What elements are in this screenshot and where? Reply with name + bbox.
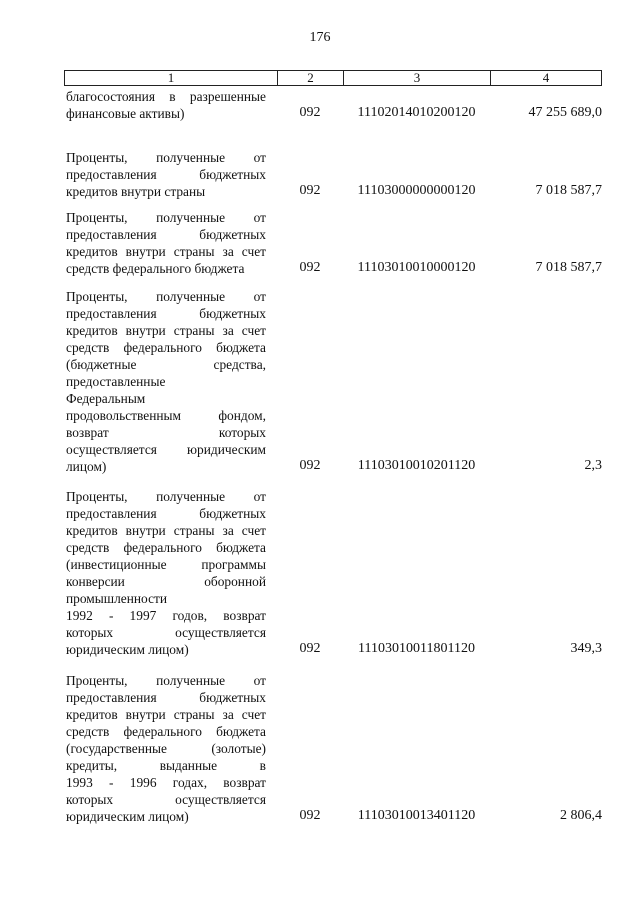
row-col-4: 349,3 — [570, 641, 602, 656]
description-line: кредиты, выданные в — [66, 758, 266, 773]
row-col-2: 092 — [299, 260, 321, 275]
header-col-4: 4 — [542, 70, 550, 85]
description-line: которых осуществляется — [66, 625, 266, 640]
header-col-3: 3 — [344, 71, 491, 85]
description-line: Проценты, полученные от — [66, 210, 266, 225]
row-description — [66, 209, 266, 277]
row-col-2: 092 — [299, 183, 321, 198]
row-col-4: 2,3 — [584, 458, 602, 473]
description-line: лицом) — [66, 459, 107, 474]
description-line: средств федерального бюджета — [66, 261, 245, 276]
row-col-2: 092 — [299, 641, 321, 656]
description-line: осуществляется юридическим — [66, 442, 266, 457]
description-line: предоставленные — [66, 374, 166, 389]
row-col-3: 11102014010200120 — [357, 105, 476, 120]
description-line: средств федерального бюджета — [66, 724, 266, 739]
row-col-2: 092 — [299, 458, 321, 473]
description-line: кредитов внутри страны — [66, 184, 206, 199]
row-description — [66, 149, 266, 200]
description-line: юридическим лицом) — [66, 642, 189, 657]
row-description — [66, 288, 266, 475]
description-line: Проценты, полученные от — [66, 489, 266, 504]
table-header — [64, 70, 602, 86]
description-line: Проценты, полученные от — [66, 150, 266, 165]
description-line: Проценты, полученные от — [66, 673, 266, 688]
page-number: 176 — [309, 30, 331, 45]
description-line: предоставления бюджетных — [66, 306, 266, 321]
description-line: предоставления бюджетных — [66, 506, 266, 521]
header-col-1: 1 — [65, 71, 278, 85]
row-description — [66, 672, 266, 825]
row-col-4: 47 255 689,0 — [528, 105, 602, 120]
row-col-3: 11103010011801120 — [358, 641, 475, 656]
description-line: промышленности — [66, 591, 168, 606]
description-line: кредитов внутри страны за счет — [66, 323, 266, 338]
description-line: кредитов внутри страны за счет — [66, 244, 266, 259]
row-col-4: 7 018 587,7 — [535, 260, 602, 275]
description-line: средств федерального бюджета — [66, 340, 266, 355]
description-line: 1992 - 1997 годов, возврат — [66, 608, 266, 623]
row-col-3: 11103010010201120 — [357, 458, 476, 473]
header-col-2: 2 — [278, 71, 344, 85]
description-line: предоставления бюджетных — [66, 227, 266, 242]
description-line: (бюджетные средства, — [66, 357, 266, 372]
description-line: предоставления бюджетных — [66, 690, 266, 705]
description-line: юридическим лицом) — [66, 809, 189, 824]
row-col-4: 2 806,4 — [560, 808, 602, 823]
description-line: (инвестиционные программы — [66, 557, 266, 572]
row-col-3: 11103010013401120 — [357, 808, 476, 823]
description-line: кредитов внутри страны за счет — [66, 523, 266, 538]
row-description — [66, 488, 266, 658]
row-col-2: 092 — [299, 808, 321, 823]
description-line: 1993 - 1996 годах, возврат — [66, 775, 266, 790]
description-line: возврат которых — [66, 425, 266, 440]
description-line: финансовые активы) — [66, 106, 185, 121]
description-line: которых осуществляется — [66, 792, 266, 807]
description-line: продовольственным фондом, — [66, 408, 266, 423]
description-line: благосостояния в разрешенные — [66, 89, 266, 104]
description-line: предоставления бюджетных — [66, 167, 266, 182]
row-col-3: 11103010010000120 — [357, 260, 476, 275]
description-line: (государственные (золотые) — [66, 741, 266, 756]
description-line: кредитов внутри страны за счет — [66, 707, 266, 722]
row-col-4: 7 018 587,7 — [535, 183, 602, 198]
row-col-2: 092 — [299, 105, 321, 120]
row-description — [66, 88, 266, 122]
description-line: Федеральным — [66, 391, 146, 406]
description-line: конверсии оборонной — [66, 574, 266, 589]
description-line: Проценты, полученные от — [66, 289, 266, 304]
description-line: средств федерального бюджета — [66, 540, 266, 555]
row-col-3: 11103000000000120 — [357, 183, 476, 198]
